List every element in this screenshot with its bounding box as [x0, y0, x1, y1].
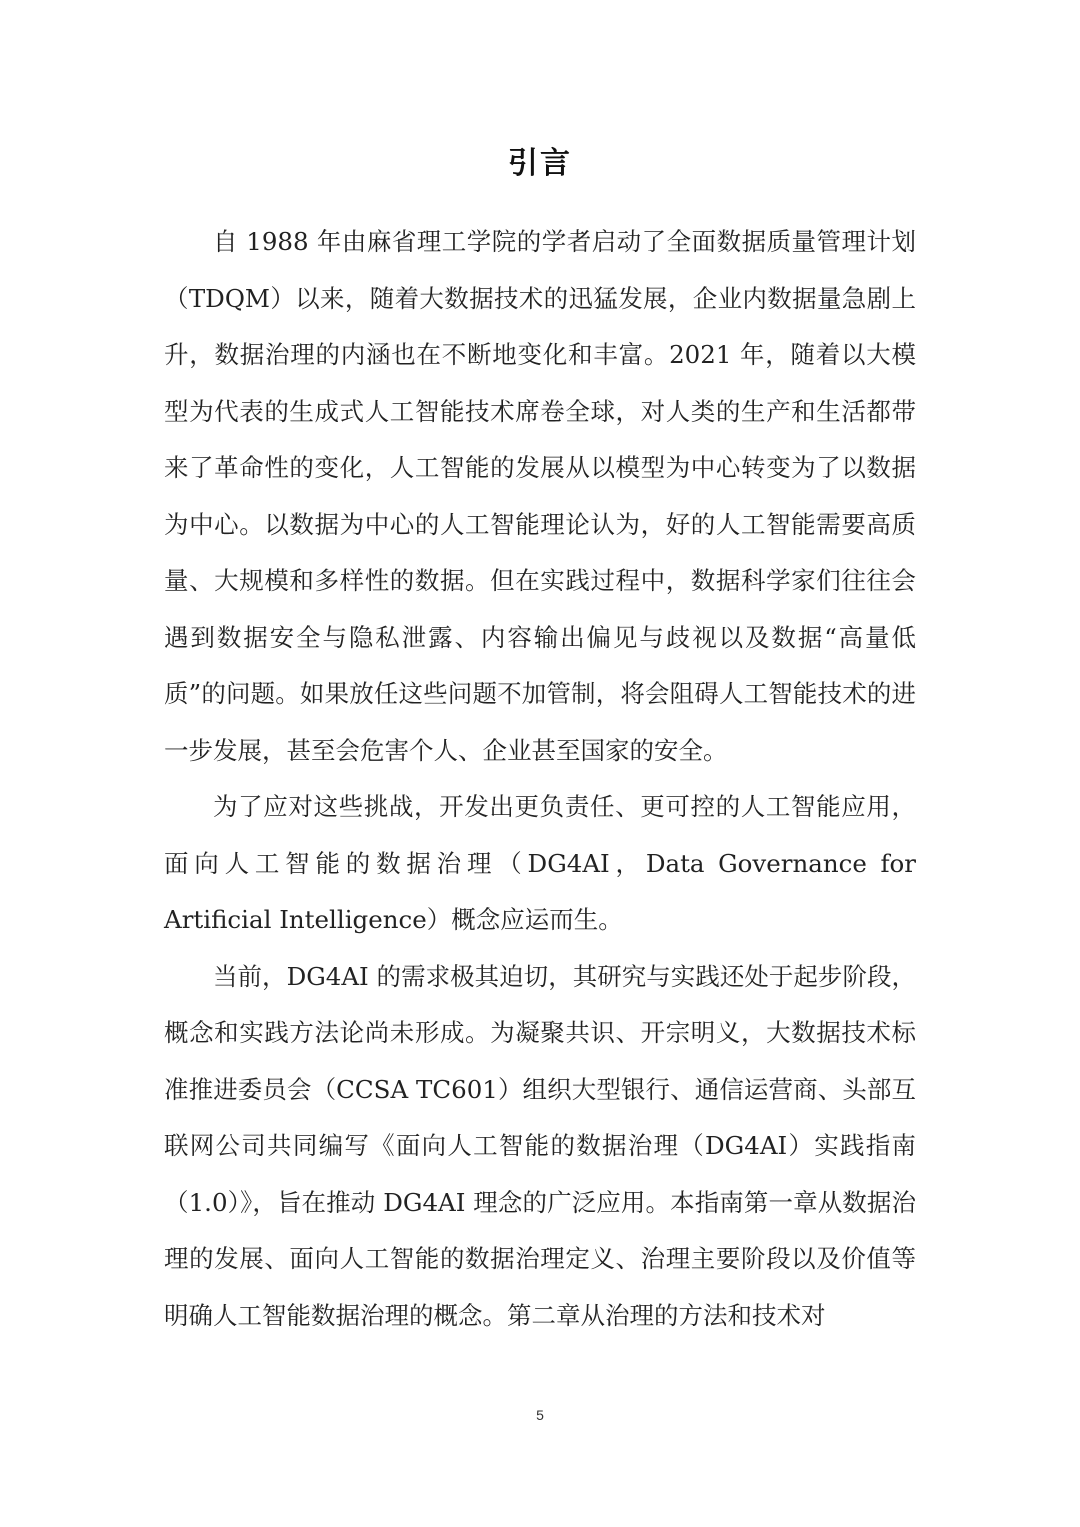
page-number: 5 [536, 1407, 544, 1423]
paragraph-3: 当前，DG4AI 的需求极其迫切，其研究与实践还处于起步阶段，概念和实践方法论尚未形成。为凝聚共识、开宗明义，大数据技术标准推进委员会（CCSA TC601）组织大型银行、通信运营商、头部互联网公司共同编写《面向人工智能的数据治理（DG4AI）实践指南（1.0）》，旨在推动 DG4AI 理念的广泛应用。本指南第一章从数据治理的发展、面向人工智能的数据治理定义、治理主要阶段以及价值等明确人工智能数据治理的概念。第二章从治理的方法和技术对 [164, 961, 916, 1330]
paragraph-2: 为了应对这些挑战，开发出更负责任、更可控的人工智能应用，面向人工智能的数据治理（DG4AI，Data Governance for Artificial Intelligence）概念应运而生。 [164, 792, 916, 934]
paragraph-1: 自 1988 年由麻省理工学院的学者启动了全面数据质量管理计划（TDQM）以来，随着大数据技术的迅猛发展，企业内数据量急剧上升，数据治理的内涵也在不断地变化和丰富。2021 年，随着以大模型为代表的生成式人工智能技术席卷全球，对人类的生产和生活都带来了革命性的变化，人工智能的发展从以模型为中心转变为了以数据为中心。以数据为中心的人工智能理论认为，好的人工智能需要高质量、大规模和多样性的数据。但在实践过程中，数据科学家们往往会遇到数据安全与隐私泄露、内容输出偏见与歧视以及数据“高量低质”的问题。如果放任这些问题不加管制，将会阻碍人工智能技术的进一步发展，甚至会危害个人、企业甚至国家的安全。 [164, 227, 916, 765]
body-text [164, 214, 916, 1344]
page-title: 引言 [508, 146, 572, 181]
